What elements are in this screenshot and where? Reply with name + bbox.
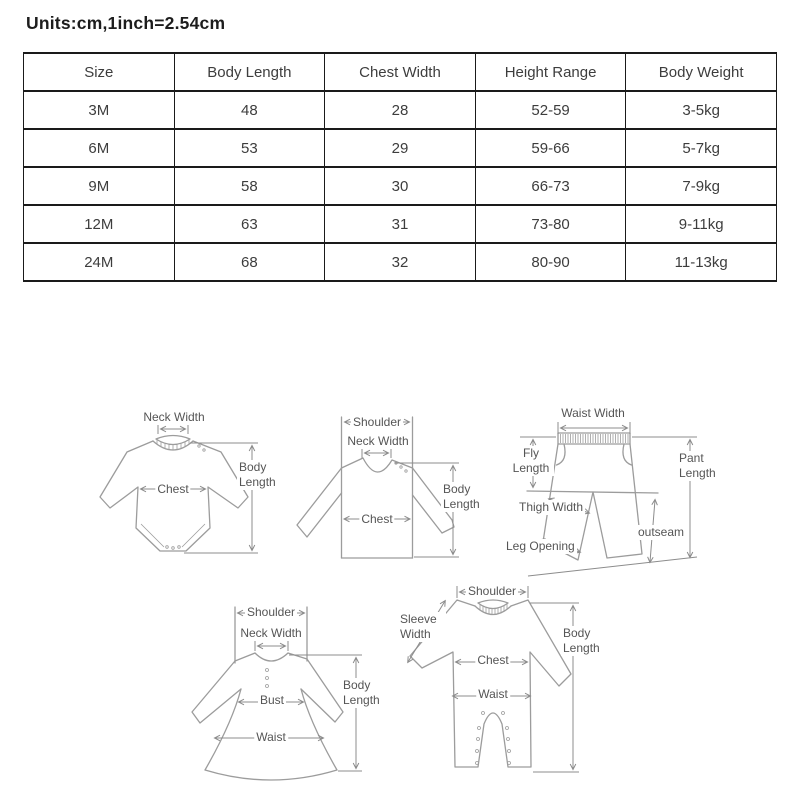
column-header-height-range: Height Range <box>475 53 626 91</box>
table-row <box>24 205 777 243</box>
sweater-body-length-label: Body Length <box>441 482 489 512</box>
column-header-body-length: Body Length <box>174 53 325 91</box>
column-header-chest-width: Chest Width <box>325 53 476 91</box>
cell-length: 48 <box>174 91 325 129</box>
romper-shoulder-label: Shoulder <box>467 584 517 598</box>
size-chart-table <box>23 52 777 282</box>
cell-weight: 11-13kg <box>626 243 777 281</box>
pants-fly-length-label: Fly Length <box>508 446 554 476</box>
cell-size: 9M <box>24 167 175 205</box>
romper-chest-label: Chest <box>477 653 509 667</box>
dress-neck-width-label: Neck Width <box>240 626 302 640</box>
cell-size: 6M <box>24 129 175 167</box>
cell-weight: 5-7kg <box>626 129 777 167</box>
sweater-neck-width-label: Neck Width <box>347 434 409 448</box>
table-row <box>24 243 777 281</box>
cell-height: 59-66 <box>475 129 626 167</box>
pants-pant-length-label: Pant Length <box>677 451 721 481</box>
column-header-size: Size <box>24 53 175 91</box>
cell-height: 73-80 <box>475 205 626 243</box>
pants-diagram <box>498 403 715 583</box>
column-header-body-weight: Body Weight <box>626 53 777 91</box>
pants-outseam-label: outseam <box>638 525 685 539</box>
cell-weight: 9-11kg <box>626 205 777 243</box>
cell-length: 68 <box>174 243 325 281</box>
sweater-shoulder-label: Shoulder <box>352 415 402 429</box>
cell-chest: 30 <box>325 167 476 205</box>
bodysuit-neck-width-label: Neck Width <box>143 410 205 424</box>
cell-size: 3M <box>24 91 175 129</box>
dress-shoulder-label: Shoulder <box>246 605 296 619</box>
cell-weight: 3-5kg <box>626 91 777 129</box>
cell-chest: 31 <box>325 205 476 243</box>
sweater-chest-label: Chest <box>361 512 393 526</box>
dress-waist-label: Waist <box>256 730 286 744</box>
pants-leg-opening-label: Leg Opening <box>506 539 575 553</box>
pants-waist-width-label: Waist Width <box>561 406 625 420</box>
cell-height: 80-90 <box>475 243 626 281</box>
cell-chest: 28 <box>325 91 476 129</box>
bodysuit-body-length-label: Body Length <box>237 460 285 490</box>
dress-body-length-label: Body Length <box>341 678 389 708</box>
table-row <box>24 91 777 129</box>
cell-length: 53 <box>174 129 325 167</box>
romper-sleeve-width-label: Sleeve Width <box>398 612 446 642</box>
cell-chest: 29 <box>325 129 476 167</box>
table-row <box>24 167 777 205</box>
bodysuit-chest-label: Chest <box>157 482 189 496</box>
cell-height: 66-73 <box>475 167 626 205</box>
table-row <box>24 129 777 167</box>
romper-body-length-label: Body Length <box>561 626 609 656</box>
dress-bust-label: Bust <box>259 693 285 707</box>
cell-length: 63 <box>174 205 325 243</box>
pants-thigh-width-label: Thigh Width <box>519 500 584 514</box>
cell-chest: 32 <box>325 243 476 281</box>
romper-waist-label: Waist <box>478 687 508 701</box>
units-note: Units:cm,1inch=2.54cm <box>26 13 226 33</box>
cell-weight: 7-9kg <box>626 167 777 205</box>
cell-length: 58 <box>174 167 325 205</box>
cell-height: 52-59 <box>475 91 626 129</box>
cell-size: 24M <box>24 243 175 281</box>
cell-size: 12M <box>24 205 175 243</box>
table-header-row <box>24 53 777 91</box>
